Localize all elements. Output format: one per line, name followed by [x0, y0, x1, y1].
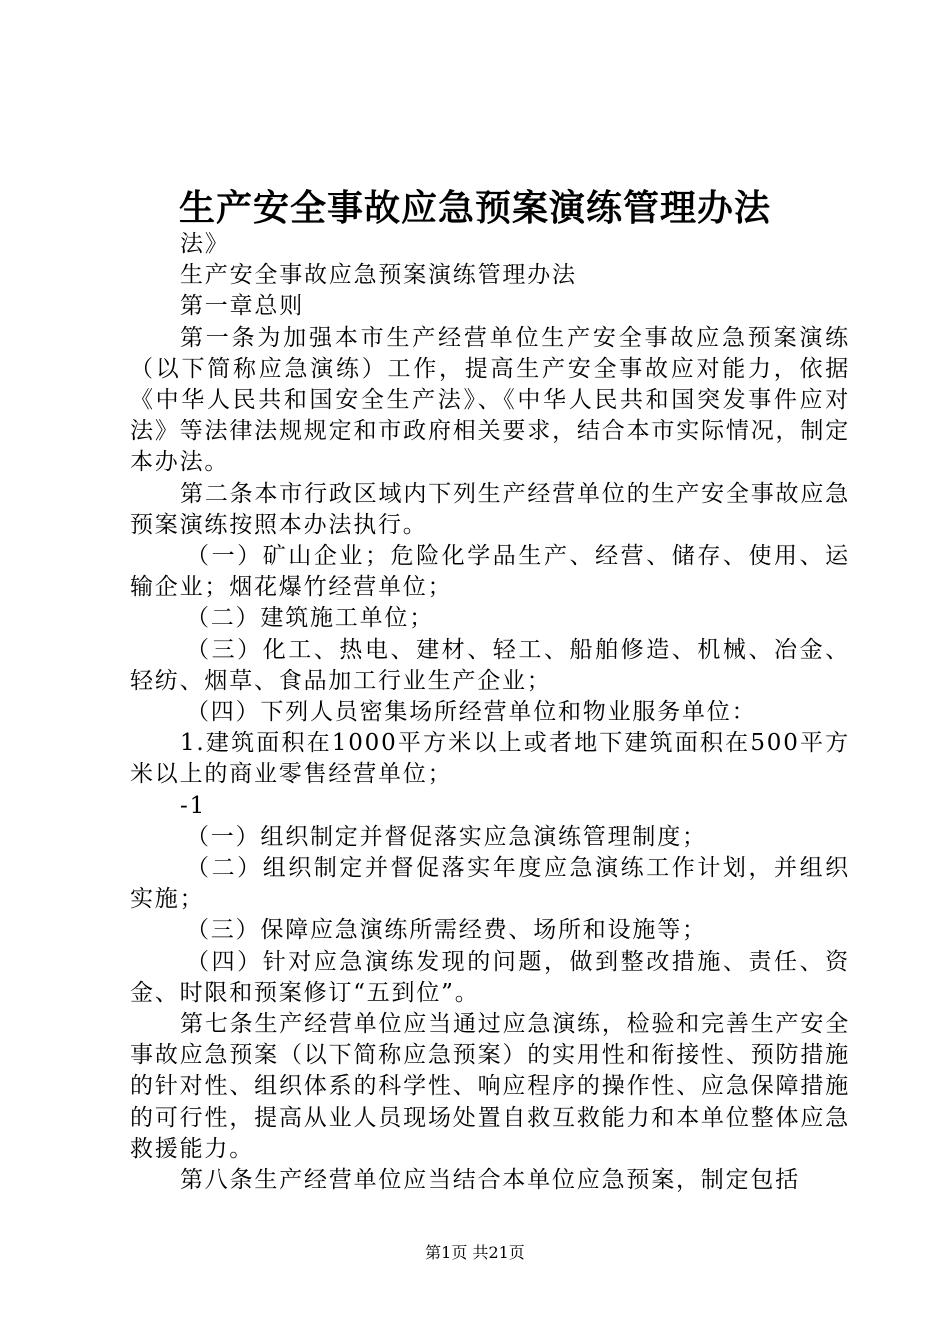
list-item-2: （二）建筑施工单位；	[186, 605, 434, 632]
page-break-marker: -1	[180, 792, 207, 819]
list-item-3: （三）化工、热电、建材、轻工、船舶修造、机械、冶金、轻纺、烟草、食品加工行业生产企业；	[130, 636, 850, 694]
document-body	[130, 229, 850, 1196]
page-footer: 第1页 共21页	[425, 1243, 525, 1262]
sub-item-1: 1.建筑面积在1000平方米以上或者地下建筑面积在500平方米以上的商业零售经营单位；	[130, 730, 850, 788]
article-2: 第二条本市行政区域内下列生产经营单位的生产安全事故应急预案演练按照本办法执行。	[130, 480, 850, 538]
article-7: 第七条生产经营单位应当通过应急演练，检验和完善生产安全事故应急预案（以下简称应急预案）的实用性和衔接性、预防措施的针对性、组织体系的科学性、响应程序的操作性、应急保障措施的可行性，提高从业人员现场处置自救互救能力和本单位整体应急救援能力。	[130, 1011, 850, 1162]
list-item-4: （四）下列人员密集场所经营单位和物业服务单位：	[186, 699, 757, 726]
duty-item-4: （四）针对应急演练发现的问题，做到整改措施、责任、资金、时限和预案修订“五到位”。	[130, 948, 850, 1006]
document-title: 生产安全事故应急预案演练管理办法	[178, 187, 771, 229]
chapter-heading: 第一章总则	[180, 293, 304, 320]
list-item-1: （一）矿山企业；危险化学品生产、经营、储存、使用、运输企业；烟花爆竹经营单位；	[130, 543, 850, 601]
paragraph-subtitle: 生产安全事故应急预案演练管理办法	[180, 262, 577, 289]
paragraph-fragment: 法》	[180, 231, 230, 257]
article-8: 第八条生产经营单位应当结合本单位应急预案，制定包括	[180, 1167, 800, 1194]
duty-item-2: （二）组织制定并督促落实年度应急演练工作计划，并组织实施；	[130, 855, 850, 913]
duty-item-1: （一）组织制定并督促落实应急演练管理制度；	[186, 823, 707, 850]
duty-item-3: （三）保障应急演练所需经费、场所和设施等；	[186, 917, 707, 944]
article-1: 第一条为加强本市生产经营单位生产安全事故应急预案演练（以下简称应急演练）工作，提高生产安全事故应对能力，依据《中华人民共和国安全生产法》、《中华人民共和国突发事件应对法》等法律法规规定和市政府相关要求，结合本市实际情况，制定本办法。	[130, 324, 850, 476]
